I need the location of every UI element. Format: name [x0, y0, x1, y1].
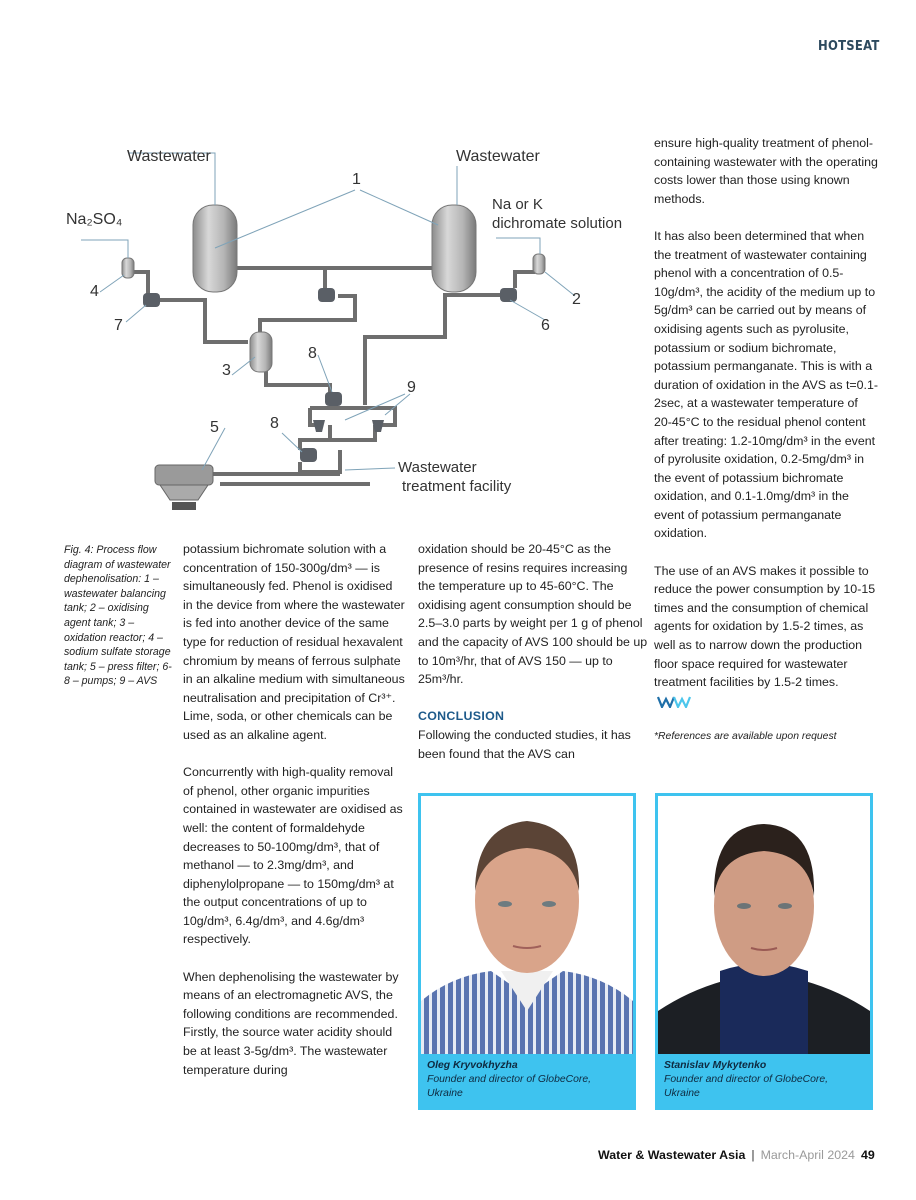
figure-caption: Fig. 4: Process flow diagram of wastewater dephenolisation: 1 – wastewater balancing tank; 2 – oxidising agent tank; 3 – oxidation reactor; 4 – sodium sulfate storage tank; 5 – press filter; 6-8 – pumps; 9 – AVS — [64, 544, 172, 688]
num-8b: 8 — [270, 415, 279, 432]
profile-country: Ukraine — [664, 1088, 700, 1099]
paragraph: Concurrently with high-quality removal of phenol, other organic impurities contained in wastewater are oxidised as well: the content of formaldehyde decreases to 50-100mg/dm³, that of methanol — to 2.3mg/dm³, and diphenylolpropane — to 150mg/dm³ at the output concentrations of up to 10g/dm³, 6.4g/dm³, and 4.6g/dm³ respectively. — [183, 765, 403, 947]
profile-country: Ukraine — [427, 1088, 463, 1099]
profile-card — [655, 793, 873, 1110]
profile-name: Stanislav Mykytenko — [664, 1060, 767, 1071]
num-8a: 8 — [308, 345, 317, 362]
paragraph: ensure high-quality treatment of phenol-containing wastewater with the operating costs lower than those using known methods. — [654, 136, 878, 206]
conclusion-heading: CONCLUSION — [418, 709, 505, 724]
issue-date: March-April 2024 — [760, 1148, 855, 1162]
num-9: 9 — [407, 379, 416, 396]
label-outlet-2: treatment facility — [402, 478, 512, 495]
references-note: *References are available upon request — [654, 731, 837, 743]
profile-caption — [658, 1054, 870, 1101]
num-2: 2 — [572, 291, 581, 308]
page-number: 49 — [860, 1148, 875, 1162]
num-3: 3 — [222, 362, 231, 379]
section-tag: HOTSEAT — [818, 38, 880, 54]
paragraph: When dephenolising the wastewater by means of an electromagnetic AVS, the following conditions are recommended. Firstly, the source water acidity should be at least 3-5g/dm³. The wastewater temperature during — [183, 969, 399, 1077]
profile-card — [418, 793, 636, 1110]
paragraph — [654, 562, 879, 711]
label-dichromate-1: Na or K — [492, 196, 543, 213]
article-column-2 — [418, 540, 648, 763]
label-dichromate-2: dichromate solution — [492, 215, 623, 232]
wwa-end-logo-icon — [657, 696, 693, 708]
num-4: 4 — [90, 283, 99, 300]
process-flow-diagram — [60, 135, 650, 515]
label-wastewater-left: Wastewater — [127, 148, 211, 165]
publication-name: Water & Wastewater Asia — [598, 1148, 746, 1162]
portrait-photo — [658, 796, 870, 1054]
portrait-photo — [421, 796, 633, 1054]
paragraph: oxidation should be 20-45°C as the presence of resins requires increasing the temperature up to 45-60°C. The oxidising agent consumption should be 2.5–3.0 parts by weight per 1 g of phenol and the capacity of AVS 100 should be up to 10m³/hr, that of AVS 150 — up to 25m³/hr. — [418, 542, 648, 687]
profile-caption — [421, 1054, 633, 1101]
num-6: 6 — [541, 317, 550, 334]
num-7: 7 — [114, 317, 123, 334]
footer-separator: | — [751, 1148, 755, 1162]
article-column-1 — [183, 540, 405, 1079]
paragraph: It has also been determined that when the treatment of wastewater containing phenol with a concentration of 0.5-10g/dm³, the acidity of the medium up to 5g/dm³ can be carried out by means of oxidising agents such as pyrolusite, potassium or sodium bichromate, potassium permanganate. This is with a duration of oxidation in the AVS as t=0.1-2sec, at a wastewater temperature of 20-45°C to the residual phenol content after treating: 1.2-10mg/dm³ in the event of pyrolusite oxidation, 0.2-5mg/dm³ in the event of potassium bichromate oxidation, and 0.1-1.0mg/dm³ in the event of potassium permanganate oxidation. — [654, 228, 878, 541]
profile-name: Oleg Kryvokhyzha — [427, 1060, 518, 1071]
num-1: 1 — [352, 171, 361, 188]
article-column-3 — [654, 134, 879, 747]
label-wastewater-right: Wastewater — [456, 148, 540, 165]
paragraph: potassium bichromate solution with a concentration of 150-300g/dm³ — is simultaneously fed. Phenol is oxidised in the device from where the wastewater is fed into another device of the same type for reduction of residual hexavalent chromium by means of ferrous sulphate in an alkaline medium with simultaneous neutralisation and precipitation of Cr³⁺. Lime, soda, or other chemicals can be used as an alkaline agent. — [183, 542, 405, 742]
label-na2so4: Na₂SO₄ — [66, 211, 123, 228]
label-outlet-1: Wastewater — [398, 459, 477, 476]
num-5: 5 — [210, 419, 219, 436]
profile-title: Founder and director of GlobeCore, — [664, 1074, 829, 1085]
profile-title: Founder and director of GlobeCore, — [427, 1074, 592, 1085]
paragraph: Following the conducted studies, it has been found that the AVS can — [418, 727, 631, 761]
paragraph-text: The use of an AVS makes it possible to reduce the power consumption by 10-15 times and the consumption of chemical agents for oxidation by 1.5-2 times, as well as to narrow down the production floor space required for wastewater treatment facilities by 1.5-2 times. — [654, 563, 876, 690]
page-footer — [598, 1148, 875, 1162]
